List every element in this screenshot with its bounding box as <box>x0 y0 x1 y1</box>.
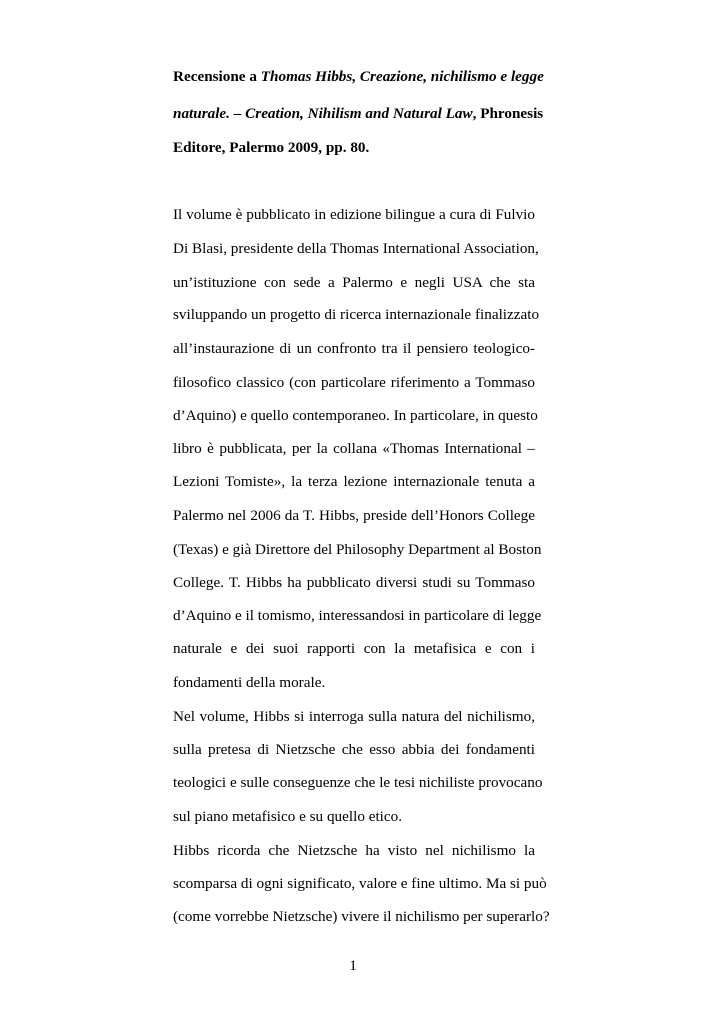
body-line: d’Aquino) e quello contemporaneo. In particolare, in questo <box>173 407 538 424</box>
body-line: Nel volume, Hibbs si interroga sulla natura del nichilismo, <box>173 708 535 725</box>
heading-line-1 <box>173 68 544 86</box>
body-line: Lezioni Tomiste», la terza lezione internazionale tenuta a <box>173 473 535 490</box>
body-line: sviluppando un progetto di ricerca internazionale finalizzato <box>173 306 540 323</box>
page-number: 1 <box>349 957 357 974</box>
body-line: libro è pubblicata, per la collana «Thomas International – <box>173 440 535 457</box>
body-line: d’Aquino e il tomismo, interessandosi in particolare di legge <box>173 607 542 624</box>
heading-line-3: Editore, Palermo 2009, pp. 80. <box>173 139 370 156</box>
body-line: Hibbs ricorda che Nietzsche ha visto nel nichilismo la <box>173 842 535 859</box>
body-line: College. T. Hibbs ha pubblicato diversi studi su Tommaso <box>173 574 535 591</box>
body-line: Palermo nel 2006 da T. Hibbs, preside dell’Honors College <box>173 507 535 524</box>
body-line: sul piano metafisico e su quello etico. <box>173 808 403 825</box>
heading-book-title-it: Thomas Hibbs, Creazione, nichilismo e legge <box>260 68 544 85</box>
body-line: filosofico classico (con particolare riferimento a Tommaso <box>173 374 535 391</box>
heading-prefix: Recensione a <box>173 68 261 85</box>
body-line: un’istituzione con sede a Palermo e negli USA che sta <box>173 274 535 291</box>
body-line: (Texas) e già Direttore del Philosophy Department al Boston <box>173 541 542 558</box>
body-line: sulla pretesa di Nietzsche che esso abbia dei fondamenti <box>173 741 535 758</box>
body-line: Di Blasi, presidente della Thomas International Association, <box>173 240 539 257</box>
body-line: teologici e sulle conseguenze che le tesi nichiliste provocano <box>173 774 543 791</box>
heading-book-title-en: naturale. – Creation, Nihilism and Natural Law <box>173 105 473 122</box>
heading-line-2 <box>173 105 544 123</box>
body-line: Il volume è pubblicato in edizione bilingue a cura di Fulvio <box>173 206 535 223</box>
body-line: scomparsa di ogni significato, valore e fine ultimo. Ma si può <box>173 875 547 892</box>
body-line: naturale e dei suoi rapporti con la metafisica e con i <box>173 640 535 657</box>
body-line: fondamenti della morale. <box>173 674 326 691</box>
body-line: (come vorrebbe Nietzsche) vivere il nichilismo per superarlo? <box>173 908 550 925</box>
heading-publisher: , Phronesis <box>472 105 544 122</box>
body-line: all’instaurazione di un confronto tra il pensiero teologico- <box>173 340 535 357</box>
